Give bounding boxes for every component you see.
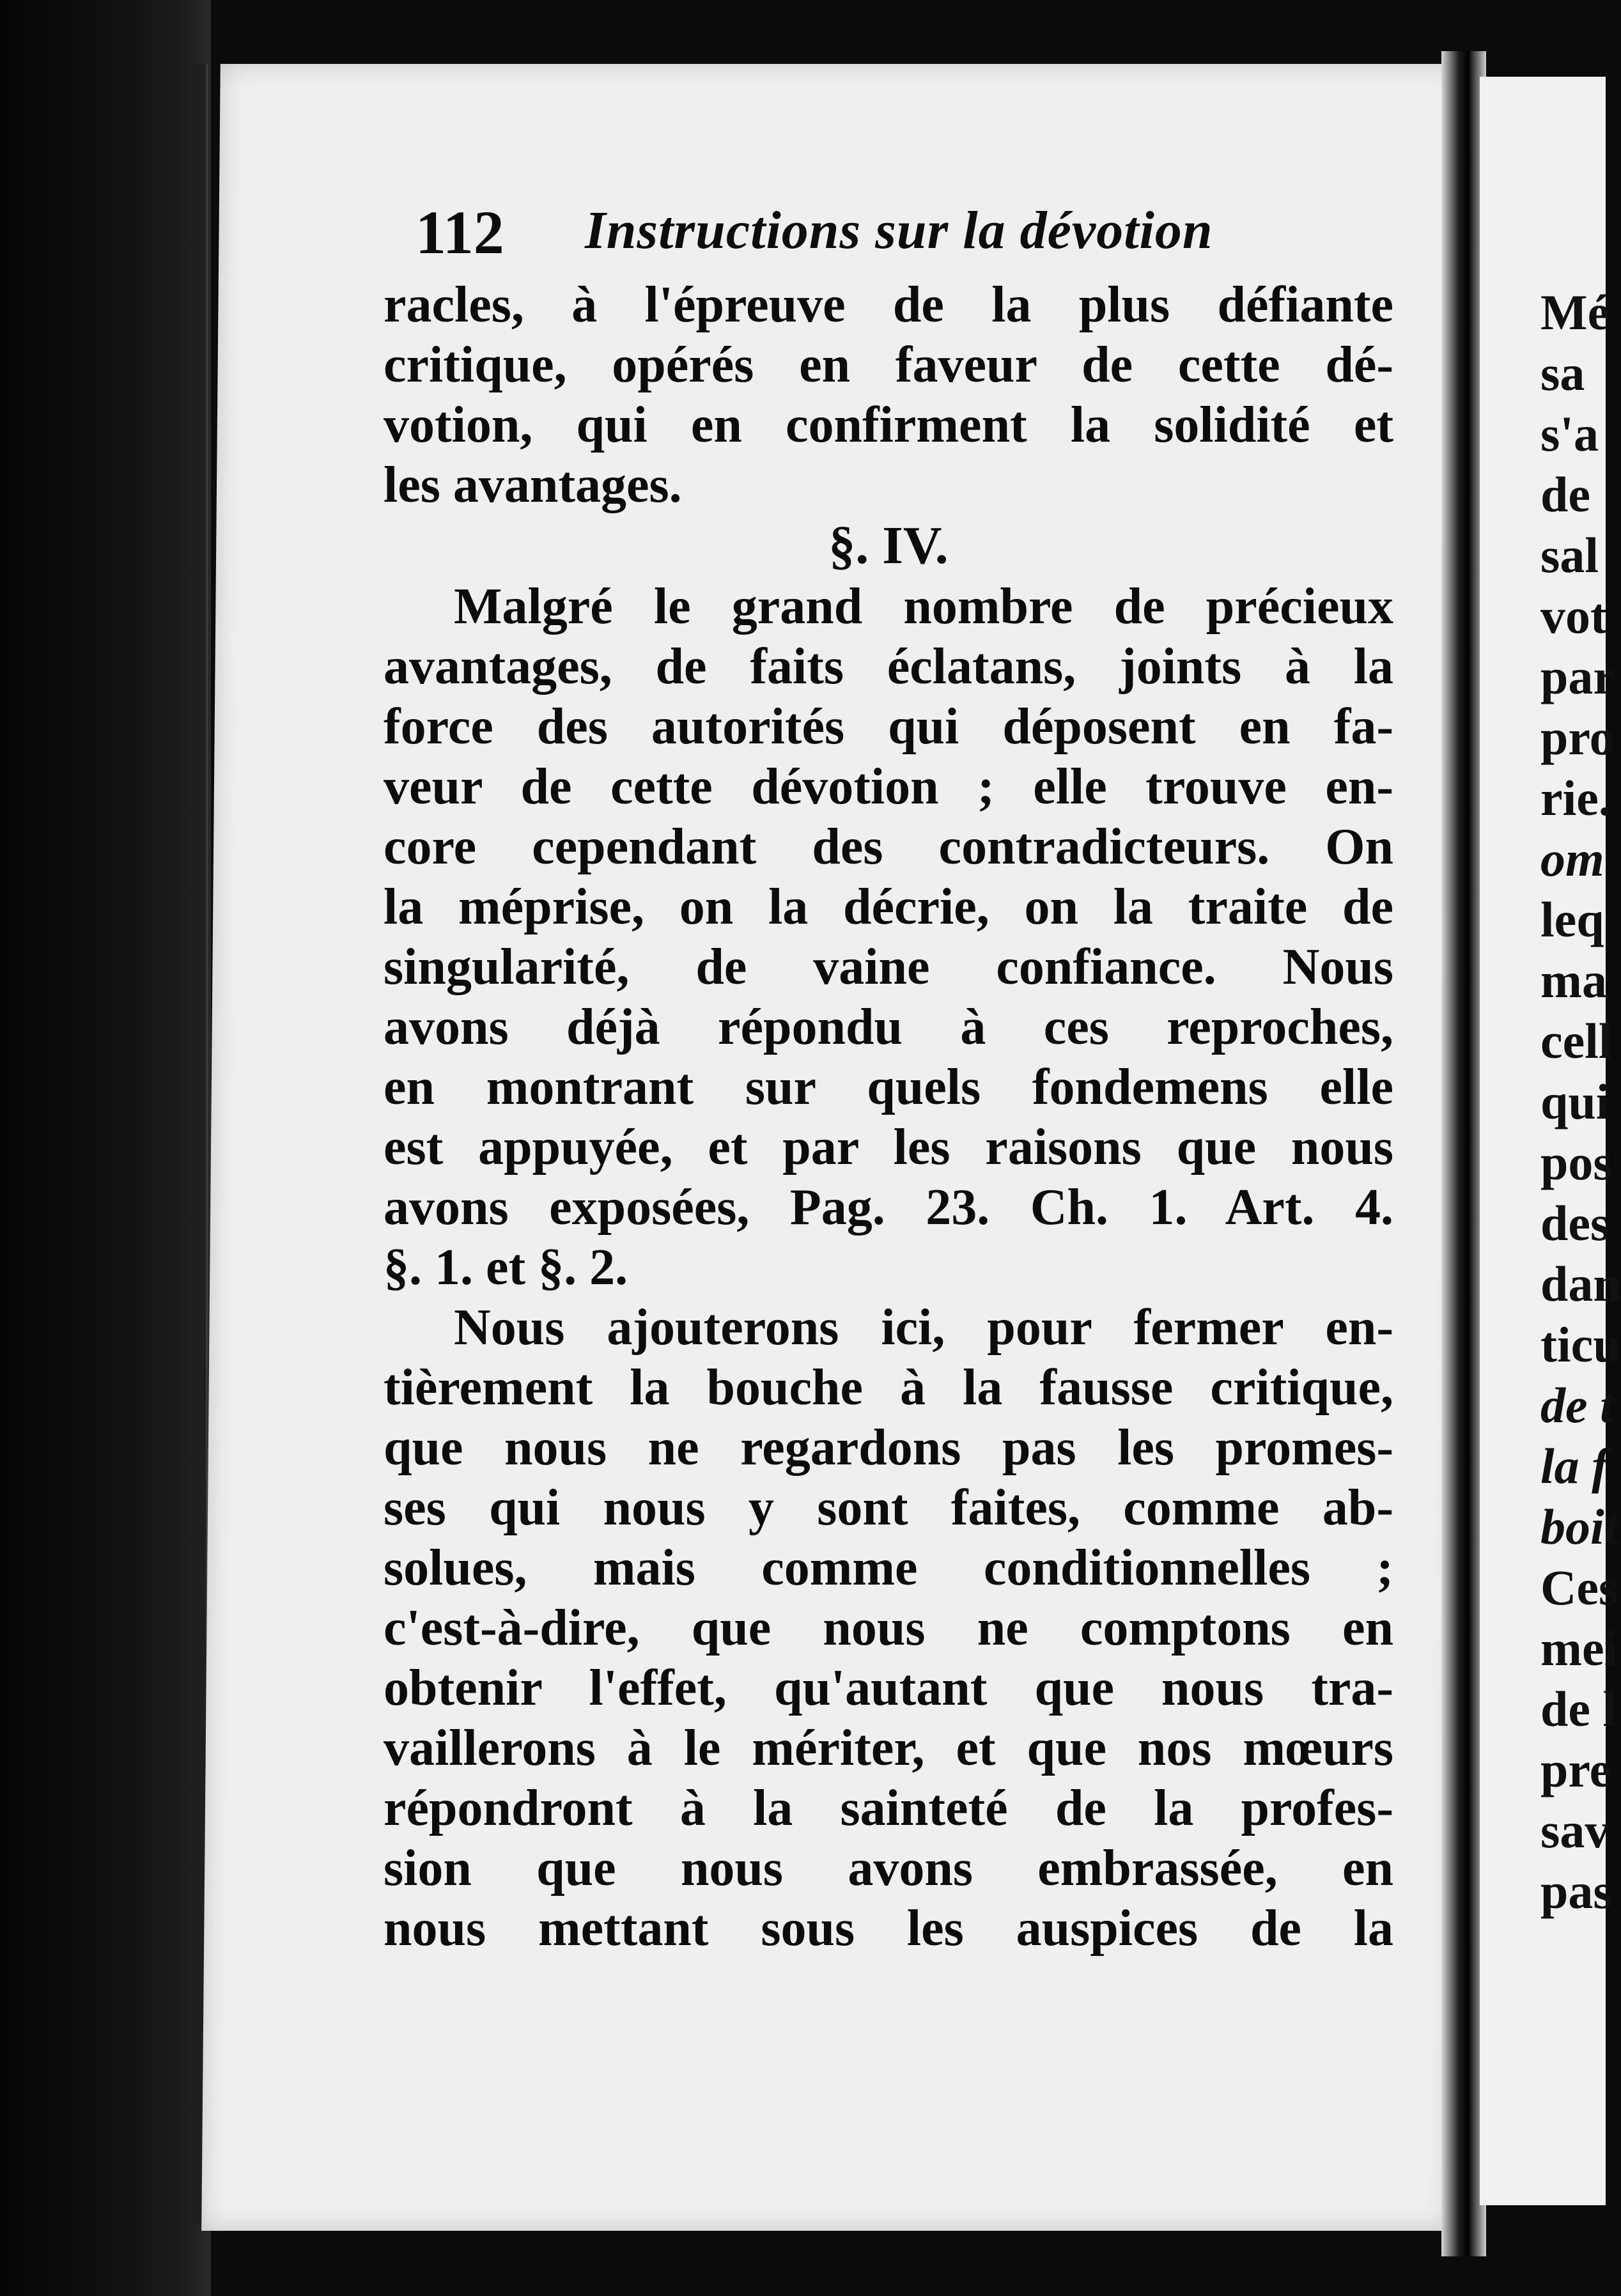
text-line: c'est-à-dire, que nous ne comptons en (384, 1600, 1393, 1656)
facing-page-text: dan (1540, 1256, 1621, 1312)
facing-page-text: rie. (1540, 770, 1611, 826)
text-line: que nous ne regardons pas les promes- (384, 1420, 1393, 1476)
text-line: avons exposées, Pag. 23. Ch. 1. Art. 4. (384, 1179, 1393, 1236)
text-line: les avantages. (384, 457, 682, 513)
facing-page-text: sav (1540, 1803, 1610, 1858)
facing-page-text: ticu (1540, 1317, 1621, 1372)
text-line: critique, opérés en faveur de cette dé- (384, 337, 1393, 393)
facing-page-text: sa (1540, 345, 1585, 401)
text-line: avons déjà répondu à ces reproches, (384, 999, 1393, 1055)
facing-page-text: pos (1540, 1135, 1613, 1190)
facing-page-text: la f (1540, 1438, 1609, 1494)
facing-page-text: par (1540, 649, 1615, 704)
facing-page-text: boit (1540, 1499, 1618, 1555)
text-line: veur de cette dévotion ; elle trouve en- (384, 759, 1393, 815)
facing-page-text: vot (1540, 588, 1607, 644)
facing-page-text: qui (1540, 1074, 1610, 1129)
facing-page-text: de t (1540, 1377, 1614, 1433)
text-line: avantages, de faits éclatans, joints à la (384, 639, 1393, 695)
facing-page-text: leq (1540, 892, 1604, 947)
section-heading: §. IV. (828, 516, 949, 575)
facing-page-text: s'a (1540, 406, 1599, 462)
running-title: Instructions sur la dévotion (585, 201, 1213, 260)
book-spine-shadow (0, 0, 211, 2296)
text-line: sion que nous avons embrassée, en (384, 1840, 1393, 1897)
text-line: vaillerons à le mériter, et que nos mœurs (384, 1720, 1393, 1776)
text-line: core cependant des contradicteurs. On (384, 819, 1393, 875)
text-line: obtenir l'effet, qu'autant que nous tra- (384, 1660, 1393, 1716)
page-body (384, 275, 1393, 1959)
facing-page-text: de (1540, 467, 1590, 522)
facing-page-text: mei (1540, 1620, 1618, 1676)
text-line: la méprise, on la décrie, on la traite de (384, 879, 1393, 935)
facing-page-text: des (1540, 1195, 1610, 1251)
text-line: Malgré le grand nombre de précieux (454, 578, 1393, 635)
facing-page-text: ma (1540, 952, 1607, 1008)
text-line: Nous ajouterons ici, pour fermer en- (454, 1299, 1393, 1356)
text-line: tièrement la bouche à la fausse critique, (384, 1360, 1393, 1416)
text-line: votion, qui en confirment la solidité et (384, 397, 1393, 453)
text-line: solues, mais comme conditionnelles ; (384, 1540, 1393, 1596)
facing-page-text: pas (1540, 1863, 1613, 1919)
page-number: 112 (415, 198, 504, 267)
text-line: racles, à l'épreuve de la plus défiante (384, 277, 1393, 333)
facing-page-text: Ces (1540, 1560, 1618, 1615)
text-line: ses qui nous y sont faites, comme ab- (384, 1480, 1393, 1536)
page-header (415, 197, 1278, 267)
text-line: est appuyée, et par les raisons que nous (384, 1119, 1393, 1175)
facing-page-text: Mé (1540, 284, 1610, 340)
text-line: force des autorités qui déposent en fa- (384, 699, 1393, 755)
text-line: en montrant sur quels fondemens elle (384, 1059, 1393, 1115)
text-line: singularité, de vaine confiance. Nous (384, 939, 1393, 995)
text-line: nous mettant sous les auspices de la (384, 1900, 1393, 1957)
facing-page-text: pro (1540, 710, 1615, 765)
facing-page-text: om (1540, 831, 1604, 887)
facing-page-text: sal (1540, 527, 1599, 583)
text-line: §. 1. et §. 2. (384, 1239, 628, 1296)
facing-page-text: cell (1540, 1013, 1613, 1069)
facing-page-text: de l (1540, 1681, 1617, 1737)
facing-page-fragment (1480, 77, 1621, 2205)
text-line: répondront à la sainteté de la profes- (384, 1780, 1393, 1836)
facing-page-text: pre (1540, 1742, 1612, 1797)
